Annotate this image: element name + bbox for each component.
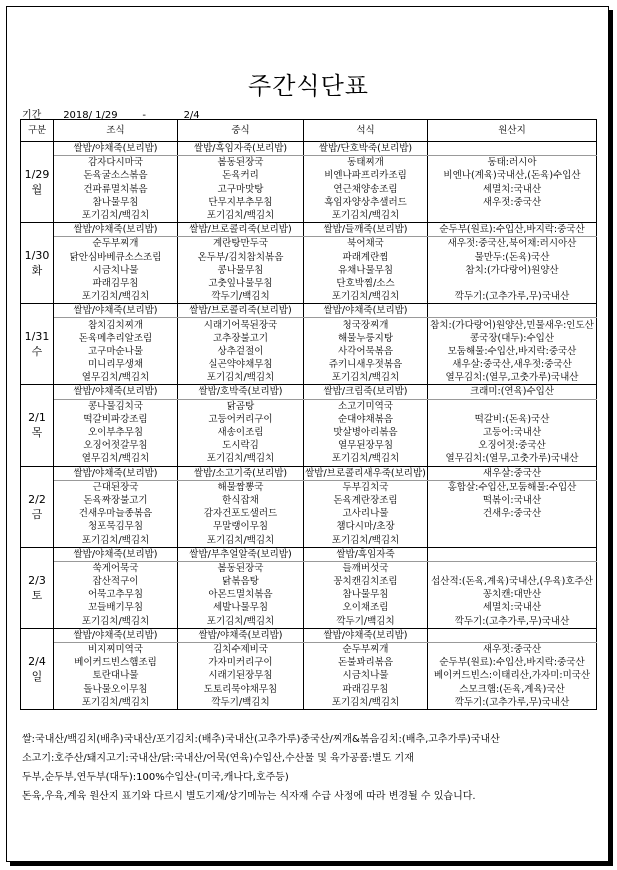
- lunch-cell: 깍두기/백김치: [178, 696, 304, 710]
- dinner-cell: 두부김치국: [304, 480, 428, 494]
- menu-row: [21, 332, 597, 345]
- menu-row: [21, 561, 597, 575]
- menu-row: [21, 628, 597, 642]
- dinner-cell: 포기김치/백김치: [304, 452, 428, 466]
- lunch-cell: 계란탕만두국: [178, 237, 304, 251]
- lunch-cell: 콩나물무침: [178, 264, 304, 277]
- lunch-cell: 쌀밥/부추얼알죽(보리밥): [178, 547, 304, 561]
- dinner-cell: 고사리나물: [304, 507, 428, 520]
- dinner-cell: 해물누룽지탕: [304, 332, 428, 345]
- period-end: 2/4: [183, 110, 200, 121]
- menu-row: [21, 223, 597, 237]
- menu-row: [21, 277, 597, 290]
- breakfast-cell: 콩나물김치국: [54, 399, 178, 413]
- dinner-cell: 파래계란찜: [304, 251, 428, 264]
- origin-cell: 오징어젓:중국산: [428, 439, 597, 452]
- menu-row: [21, 520, 597, 533]
- origin-cell: 열무김치:(열무,고춧가루)국내산: [428, 452, 597, 466]
- frame-shadow: [609, 10, 613, 866]
- lunch-cell: 고구마맛탕: [178, 183, 304, 196]
- origin-cell: 크래미:(연육)수입산: [428, 385, 597, 399]
- origin-cell: 꽁치캔:대만산: [428, 588, 597, 601]
- origin-cell: 새우젓:중국산,북어채:러시아산: [428, 237, 597, 251]
- breakfast-cell: 쑥게어묵국: [54, 561, 178, 575]
- menu-row: [21, 251, 597, 264]
- dinner-cell: 포기김치/백김치: [304, 209, 428, 223]
- day-date: 1/31: [24, 330, 50, 344]
- col-header-dinner: 석식: [304, 120, 428, 142]
- origin-cell: 동태:러시아: [428, 156, 597, 170]
- breakfast-cell: 떡갈비파강조림: [54, 413, 178, 426]
- origin-cell: 열무김치:(열무,고춧가루)국내산: [428, 371, 597, 385]
- dinner-cell: 쌀밥/야채죽(보리밥): [304, 628, 428, 642]
- menu-row: [21, 371, 597, 385]
- breakfast-cell: 건새우마늘종볶음: [54, 507, 178, 520]
- breakfast-cell: 열무김치/백김치: [54, 452, 178, 466]
- breakfast-cell: 파래김무침: [54, 277, 178, 290]
- lunch-cell: 시래기된장무침: [178, 669, 304, 682]
- lunch-cell: 쌀밥/흑임자죽(보리밥): [178, 142, 304, 156]
- lunch-cell: 온두부/김치참치볶음: [178, 251, 304, 264]
- breakfast-cell: 닭안심바베큐소스조림: [54, 251, 178, 264]
- dinner-cell: 포기김치/백김치: [304, 533, 428, 547]
- breakfast-cell: 돈육메추리알조림: [54, 332, 178, 345]
- breakfast-cell: 토란대나물: [54, 669, 178, 682]
- breakfast-cell: 베이커드빈스햄조림: [54, 656, 178, 669]
- origin-cell: 순두부(원료):수입산,바지락:중국산: [428, 656, 597, 669]
- col-header-breakfast: 조식: [54, 120, 178, 142]
- day-weekday: 월: [31, 183, 43, 197]
- menu-row: [21, 304, 597, 318]
- dinner-cell: 동태찌개: [304, 156, 428, 170]
- note-line: 돈육,우육,계육 원산지 표기와 다르시 별도기재/상기메뉴는 식자재 수급 사정에 따라 변경될 수 있습니다.: [22, 791, 476, 802]
- page-title: 주간식단표: [248, 72, 369, 100]
- origin-cell: 홍합살:수입산,모둠해물:수입산: [428, 480, 597, 494]
- menu-row: [21, 669, 597, 682]
- menu-row: [21, 413, 597, 426]
- origin-cell: 모둠해물:수입산,바지락:중국산: [428, 345, 597, 358]
- dinner-cell: 챔다시마/초장: [304, 520, 428, 533]
- breakfast-cell: 쌀밥/야채죽(보리밥): [54, 466, 178, 480]
- breakfast-cell: 어묵고추무침: [54, 588, 178, 601]
- menu-row: [21, 156, 597, 170]
- menu-row: [21, 642, 597, 656]
- dinner-cell: 사각어묵볶음: [304, 345, 428, 358]
- menu-row: [21, 345, 597, 358]
- origin-cell: 고등어:국내산: [428, 426, 597, 439]
- menu-row: [21, 426, 597, 439]
- origin-cell: [428, 209, 597, 223]
- menu-row: [21, 358, 597, 371]
- breakfast-cell: 시금치나물: [54, 264, 178, 277]
- lunch-cell: 고추장불고기: [178, 332, 304, 345]
- origin-cell: 비엔나(계육)국내산,(돈육)수입산: [428, 169, 597, 182]
- dinner-cell: 비엔나파프리카조림: [304, 169, 428, 182]
- menu-row: [21, 385, 597, 399]
- dinner-cell: 쌀밥/들깨죽(보리밥): [304, 223, 428, 237]
- lunch-cell: 도토리묵야채무침: [178, 683, 304, 696]
- dinner-cell: 파래김무침: [304, 683, 428, 696]
- lunch-cell: 세발나물무침: [178, 601, 304, 614]
- origin-cell: 새우살:중국산: [428, 466, 597, 480]
- period-start: 2018/ 1/29: [63, 110, 118, 121]
- origin-cell: 건새우:중국산: [428, 507, 597, 520]
- dinner-cell: 쌀밥/야채죽(보리밥): [304, 304, 428, 318]
- menu-row: [21, 142, 597, 156]
- origin-cell: [428, 304, 597, 318]
- menu-row: [21, 439, 597, 452]
- dinner-cell: 쌀밥/단호박죽(보리밥): [304, 142, 428, 156]
- dinner-cell: 돈불꽈리볶음: [304, 656, 428, 669]
- lunch-cell: 봄동된장국: [178, 156, 304, 170]
- origin-cell: 순두부(원료):수입산,바지락:중국산: [428, 223, 597, 237]
- breakfast-cell: 포기김치/백김치: [54, 209, 178, 223]
- menu-row: [21, 196, 597, 209]
- breakfast-cell: 돈육굴소스볶음: [54, 169, 178, 182]
- day-weekday: 일: [31, 669, 43, 683]
- breakfast-cell: 쌀밥/야채죽(보리밥): [54, 142, 178, 156]
- breakfast-cell: 쌀밥/야채죽(보리밥): [54, 547, 178, 561]
- breakfast-cell: 참나물무침: [54, 196, 178, 209]
- menu-row: [21, 575, 597, 588]
- origin-cell: [428, 142, 597, 156]
- breakfast-cell: 쌀밥/야채죽(보리밥): [54, 223, 178, 237]
- dinner-cell: 단호박찜/소스: [304, 277, 428, 290]
- origin-cell: 깍두기:(고추가루,무)국내산: [428, 290, 597, 304]
- origin-cell: 콩국장(대두):수입산: [428, 332, 597, 345]
- day-cell: [21, 385, 54, 466]
- menu-row: [21, 399, 597, 413]
- lunch-cell: 김치수제비국: [178, 642, 304, 656]
- col-header-day: 구분: [21, 120, 54, 142]
- period-sep: -: [142, 110, 146, 121]
- dinner-cell: 맛살병아리볶음: [304, 426, 428, 439]
- breakfast-cell: 포기김치/백김치: [54, 290, 178, 304]
- dinner-cell: 청국장찌개: [304, 318, 428, 332]
- breakfast-cell: 열무김치/백김치: [54, 371, 178, 385]
- menu-row: [21, 318, 597, 332]
- breakfast-cell: 돈육짜장불고기: [54, 494, 178, 507]
- menu-row: [21, 656, 597, 669]
- menu-row: [21, 169, 597, 182]
- dinner-cell: 쥬키니새우젓볶음: [304, 358, 428, 371]
- breakfast-cell: 청포묵김무침: [54, 520, 178, 533]
- lunch-cell: 쌀밥/브로콜리죽(보리밥): [178, 304, 304, 318]
- menu-row: [21, 696, 597, 710]
- lunch-cell: 포기김치/백김치: [178, 533, 304, 547]
- breakfast-cell: 미니리무생채: [54, 358, 178, 371]
- frame-shadow: [10, 862, 613, 866]
- origin-cell: 깍두기:(고추가루,무)국내산: [428, 615, 597, 629]
- breakfast-cell: 쌀밥/야채죽(보리밥): [54, 304, 178, 318]
- day-cell: [21, 223, 54, 304]
- breakfast-cell: 쌀밥/야채죽(보리밥): [54, 385, 178, 399]
- lunch-cell: 고춧잎나물무침: [178, 277, 304, 290]
- breakfast-cell: 순두부찌개: [54, 237, 178, 251]
- dinner-cell: 연근채양송조림: [304, 183, 428, 196]
- day-weekday: 목: [31, 426, 43, 440]
- menu-row: [21, 466, 597, 480]
- dinner-cell: 소고기미역국: [304, 399, 428, 413]
- dinner-cell: 쌀밥/크림죽(보리밥): [304, 385, 428, 399]
- day-weekday: 금: [31, 507, 43, 521]
- breakfast-cell: 비지찌미역국: [54, 642, 178, 656]
- breakfast-cell: 포기김치/백김치: [54, 696, 178, 710]
- breakfast-cell: 잡산적구이: [54, 575, 178, 588]
- lunch-cell: 깍두기/백김치: [178, 290, 304, 304]
- note-line: 쌀:국내산/백김치(배추)국내산/포기김치:(배추)국내산(고추가루)중국산/찌개&볶음김치:(배추,고추가루)국내산: [22, 734, 500, 745]
- lunch-cell: 쌀밥/호박죽(보리밥): [178, 385, 304, 399]
- origin-cell: 새우젓:중국산: [428, 196, 597, 209]
- col-header-lunch: 중식: [178, 120, 304, 142]
- menu-row: [21, 452, 597, 466]
- dinner-cell: 북어채국: [304, 237, 428, 251]
- origin-cell: 떡갈비:(돈육)국산: [428, 413, 597, 426]
- origin-cell: 세멸치:국내산: [428, 183, 597, 196]
- lunch-cell: 실곤약야채무침: [178, 358, 304, 371]
- lunch-cell: 가자미커리구이: [178, 656, 304, 669]
- menu-row: [21, 209, 597, 223]
- breakfast-cell: 참치김치찌개: [54, 318, 178, 332]
- origin-cell: [428, 277, 597, 290]
- lunch-cell: 쌀밥/브로콜리죽(보리밥): [178, 223, 304, 237]
- dinner-cell: 참나물무침: [304, 588, 428, 601]
- origin-cell: [428, 561, 597, 575]
- menu-row: [21, 237, 597, 251]
- dinner-cell: 포기김치/백김치: [304, 696, 428, 710]
- breakfast-cell: 돌나물오이무침: [54, 683, 178, 696]
- lunch-cell: 포기김치/백김치: [178, 615, 304, 629]
- origin-cell: [428, 399, 597, 413]
- day-cell: [21, 628, 54, 709]
- lunch-cell: 아몬드멸치볶음: [178, 588, 304, 601]
- breakfast-cell: 쌀밥/야채죽(보리밥): [54, 628, 178, 642]
- day-cell: [21, 142, 54, 223]
- menu-row: [21, 588, 597, 601]
- dinner-cell: 순두부찌개: [304, 642, 428, 656]
- origin-cell: 깍두기:(고추가루,무)국내산: [428, 696, 597, 710]
- lunch-cell: 돈육커리: [178, 169, 304, 182]
- day-cell: [21, 466, 54, 547]
- origin-cell: 세멸치:국내산: [428, 601, 597, 614]
- lunch-cell: 쌀밥/소고기죽(보리밥): [178, 466, 304, 480]
- origin-cell: 베이커드빈스:이태리산,가자미:미국산: [428, 669, 597, 682]
- origin-cell: 스모크햄:(돈육,계육)국산: [428, 683, 597, 696]
- day-weekday: 토: [31, 588, 43, 602]
- breakfast-cell: 포기김치/백김치: [54, 615, 178, 629]
- lunch-cell: 단무지부추무침: [178, 196, 304, 209]
- lunch-cell: 봄동된장국: [178, 561, 304, 575]
- day-weekday: 화: [31, 264, 43, 278]
- notes: [22, 730, 500, 806]
- lunch-cell: 닭볶음탕: [178, 575, 304, 588]
- origin-cell: 새우살:중국산,새우젓:중국산: [428, 358, 597, 371]
- breakfast-cell: 건파류멸치볶음: [54, 183, 178, 196]
- menu-row: [21, 290, 597, 304]
- menu-row: [21, 533, 597, 547]
- origin-cell: 참치:(가다랑어)원양산,민물새우:인도산: [428, 318, 597, 332]
- breakfast-cell: 오이부추무침: [54, 426, 178, 439]
- period-label: 기간: [22, 110, 42, 121]
- lunch-cell: 포기김치/백김치: [178, 452, 304, 466]
- day-date: 2/3: [28, 573, 46, 587]
- dinner-cell: 시금치나물: [304, 669, 428, 682]
- lunch-cell: 고등어커리구이: [178, 413, 304, 426]
- lunch-cell: 도시락김: [178, 439, 304, 452]
- dinner-cell: 돈육계란장조림: [304, 494, 428, 507]
- breakfast-cell: 근대된장국: [54, 480, 178, 494]
- dinner-cell: 열무된장무침: [304, 439, 428, 452]
- day-cell: [21, 547, 54, 628]
- origin-cell: 떡볶이:국내산: [428, 494, 597, 507]
- lunch-cell: 상추겉절이: [178, 345, 304, 358]
- menu-row: [21, 183, 597, 196]
- note-line: 소고기:호주산/돼지고기:국내산/닭:국내산/어묵(연육)수입산,수산물 및 육가공품:별도 기재: [22, 753, 414, 764]
- menu-row: [21, 494, 597, 507]
- breakfast-cell: 감자다시마국: [54, 156, 178, 170]
- menu-row: [21, 264, 597, 277]
- lunch-cell: 한식잡채: [178, 494, 304, 507]
- day-date: 2/2: [28, 492, 46, 506]
- breakfast-cell: 꼬들배기무침: [54, 601, 178, 614]
- origin-cell: 물만두:(돈육)국산: [428, 251, 597, 264]
- lunch-cell: 감자건포도샐러드: [178, 507, 304, 520]
- day-date: 2/1: [28, 411, 46, 425]
- menu-row: [21, 601, 597, 614]
- day-cell: [21, 304, 54, 385]
- dinner-cell: 쌀밥/흑임자죽: [304, 547, 428, 561]
- origin-cell: [428, 628, 597, 642]
- breakfast-cell: 오징어젓갈무침: [54, 439, 178, 452]
- dinner-cell: 유채나물무침: [304, 264, 428, 277]
- day-weekday: 수: [31, 345, 43, 359]
- dinner-cell: 쌀밥/브로콜리새우죽(보리밥): [305, 467, 426, 479]
- lunch-cell: 해물짬뽕국: [178, 480, 304, 494]
- dinner-cell: 들깨버섯국: [304, 561, 428, 575]
- lunch-cell: 시래기어묵된장국: [178, 318, 304, 332]
- origin-cell: [428, 520, 597, 533]
- menu-row: [21, 683, 597, 696]
- origin-cell: 참치:(가다랑어)원양산: [428, 264, 597, 277]
- menu-table: [20, 119, 597, 710]
- lunch-cell: 포기김치/백김치: [178, 209, 304, 223]
- origin-cell: 새우젓:중국산: [428, 642, 597, 656]
- dinner-cell: 순대야채볶음: [304, 413, 428, 426]
- lunch-cell: 무말랭이무침: [178, 520, 304, 533]
- dinner-cell: 포기김치/백김치: [304, 290, 428, 304]
- note-line: 두부,순두부,연두부(대두):100%수입산-(미국,캐나다,호주등): [22, 772, 289, 783]
- lunch-cell: 새송이조림: [178, 426, 304, 439]
- col-header-origin: 원산지: [428, 120, 597, 142]
- dinner-cell: 오이채조림: [304, 601, 428, 614]
- day-date: 2/4: [28, 654, 46, 668]
- dinner-cell: 깍두기/백김치: [304, 615, 428, 629]
- lunch-cell: 쌀밥/야채죽(보리밥): [178, 628, 304, 642]
- breakfast-cell: 포기김치/백김치: [54, 533, 178, 547]
- origin-cell: [428, 533, 597, 547]
- menu-row: [21, 547, 597, 561]
- header-row: [21, 120, 597, 142]
- menu-row: [21, 480, 597, 494]
- day-date: 1/30: [24, 249, 50, 263]
- lunch-cell: 닭곰탕: [178, 399, 304, 413]
- menu-row: [21, 615, 597, 629]
- origin-cell: 섭산적:(돈육,계육)국내산,(우육)호주산: [428, 575, 597, 588]
- dinner-cell: 흑임자양상추샐러드: [304, 196, 428, 209]
- lunch-cell: 포기김치/백김치: [178, 371, 304, 385]
- origin-cell: [428, 547, 597, 561]
- day-date: 1/29: [24, 168, 50, 182]
- menu-row: [21, 507, 597, 520]
- dinner-cell: 꽁치캔김치조림: [304, 575, 428, 588]
- breakfast-cell: 고구마순나물: [54, 345, 178, 358]
- dinner-cell: 포기김치/백김치: [304, 371, 428, 385]
